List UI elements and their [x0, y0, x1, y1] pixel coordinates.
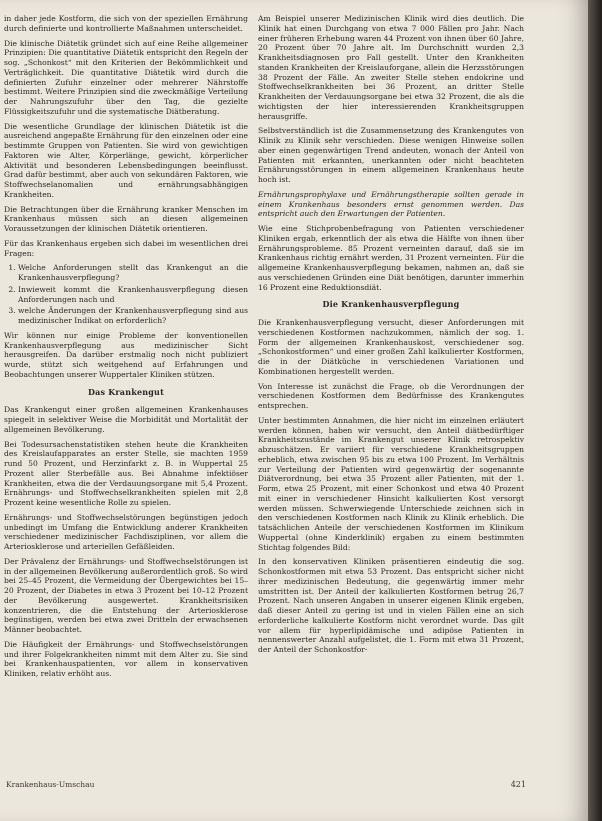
paragraph: Selbstverständlich ist die Zusammensetzung des Krankengutes von Klinik zu Klinik sehr verschieden. Diese wenigen Hinweise sollen aber einen gegenwärtigen Trend andeuten, wonach der Anteil von Patienten mit erkannten, unerkannten oder nicht beachteten Ernährungsstörungen in einem allgemeinen Krankenhaus heute hoch ist. [258, 126, 524, 184]
question-list [4, 263, 248, 326]
paragraph: Der Prävalenz der Ernährungs- und Stoffwechselstörungen ist in der allgemeinen Bevölkerung außerordentlich groß. So wird bei 25–45 Prozent, die Vermeidung der Übergewichtes bei 15–20 Prozent, der Diabetes in etwa 3 Prozent bei 10–12 Prozent der Bevölkerung ausgewertet. Krankheitsrisiken konzentrieren, die die Entstehung der Arteriosklerose begünstigen, werden bei etwa zwei Dritteln der erwachsenen Männer beobachtet. [4, 556, 248, 634]
paragraph: Ernährungs- und Stoffwechselstörungen begünstigen jedoch unbedingt im Umfang die Entwicklung anderer Krankheiten verschiedener medizinischer Fachdisziplinen, vor allem die Arteriosklerose und arteriellen Gefäßleiden. [4, 512, 248, 551]
paragraph: Unter bestimmten Annahmen, die hier nicht im einzelnen erläutert werden können, haben wir versucht, den Anteil diätbedürftiger Krankheitszustände im Krankengut unserer Klinik retrospektiv abzuschätzen. Er variiert für verschiedene Krankheitsgruppen erheblich, etwa zwischen 95 bis zu etwa 100 Prozent. Im Verhältnis zur Verteilung der Patienten wird gegenwärtig der sogenannte Diätverordnung, bei etwa 35 Prozent aller Patienten, mit der 1. Form, etwa 25 Prozent, mit einer Schonkost und etwa 40 Prozent mit einer in verschiedener Hinsicht kalkulierten Kost versorgt werden müssen. Schwerwiegende Unterschiede zeichnen sich in den verschiedenen Kostformen nach Klinik zu Klinik erheblich. Die tatsächlichen Anteile der verschiedenen Kostformen im Klinikum Wuppertal (ohne Kinderklinik) ergaben zu einem bestimmten Stichtag folgendes Bild: [258, 415, 524, 552]
right-text-column [258, 14, 524, 660]
section-heading: Die Krankenhausverpflegung [322, 299, 460, 310]
paragraph: Die Krankenhausverpflegung versucht, dieser Anforderungen mit verschiedenen Kostformen nachzukommen, nämlich der sog. 1. Form der allgemeinen Krankenhauskost, verschiedener sog. „Schonkostformen“ und einer großen Zahl kalkulierter Kostformen, die in der Diätküche in verschiedenen Variationen und Kombinationen hergestellt werden. [258, 318, 524, 376]
paragraph: Wie eine Stichprobenbefragung von Patienten verschiedener Kliniken ergab, erkenntlich der als etwa die Hälfte von ihnen über Ernährungsprobleme. 85 Prozent verneinten darauf, daß sie im Krankenhaus richtig ernährt werden, 31 Prozent verneinten. Für die allgemeine Krankenhausverpflegung bekamen, nahmen an, daß sie aus verschiedenen Gründen eine Diät benötigen, darunter immerhin 16 Prozent eine Reduktionsdiät. [258, 224, 524, 292]
italic-paragraph: Ernährungsprophylaxe und Ernährungstherapie sollten gerade in einem Krankenhaus besonders ernst genommen werden. Das entspricht auch den Erwartungen der Patienten. [258, 189, 524, 219]
book-binding-edge [588, 0, 602, 821]
list-item: 3. welche Änderungen der Krankenhausverpflegung sind aus medizinischer Indikat on erforderlich? [18, 306, 248, 326]
paragraph: Das Krankengut einer großen allgemeinen Krankenhauses spiegelt in selektiver Weise die Morbidität und Mortalität der allgemeinen Bevölkerung. [4, 405, 248, 434]
paragraph: Die wesentliche Grundlage der klinischen Diätetik ist die ausreichend angepaßte Ernährung für den einzelnen oder eine bestimmte Gruppen von Patienten. Sie wird von gewichtigen Faktoren wie Alter, Körperlänge, gewicht, körperlicher Aktivität und besonderen Lebensbedingungen beeinflusst. Grad dafür bestimmt, aber auch von sekundären Faktoren, wie Stoffwechselanomalien und ernährungsabhängigen Krankheiten. [4, 121, 248, 199]
paragraph: Am Beispiel unserer Medizinischen Klinik wird dies deutlich. Die Klinik hat einen Durchgang von etwa 7 000 Fällen pro Jahr. Nach einer früheren Erhebung waren 44 Prozent von ihnen über 60 Jahre, 20 Prozent über 70 Jahre alt. Im Durchschnitt wurden 2,3 Krankheitsdiagnosen pro Fall gestellt. Unter den Krankheiten standen Krankheiten der Kreislauforgane, allein die Herzsstörungen 38 Prozent der Fälle. An zweiter Stelle stehen endokrine und Stoffwechselkrankheiten bei 36 Prozent, an dritter Stelle Krankheiten der Verdauungsorgane bei etwa 32 Prozent, die als die wichtigsten der hier interessierenden Krankheitsgruppen herausgriffe. [258, 14, 524, 121]
paragraph: Von Interesse ist zunächst die Frage, ob die Verordnungen der verschiedenen Kostformen dem Bedürfnisse des Krankengutes entsprechen. [258, 381, 524, 410]
journal-name: Krankenhaus-Umschau [6, 780, 95, 789]
section-heading: Das Krankengut [88, 386, 164, 397]
paragraph: Die klinische Diätetik gründet sich auf eine Reihe allgemeiner Prinzipien: Die quantitative Diätetik entspricht den Regeln der sog. „Schonkost“ mit den Kriterien der Bekömmlichkeit und Verträglichkeit. Die quantitative Diätetik wird durch die definierten Zufuhr einzelner oder mehrerer Nährstoffe bestimmt. Weitere Prinzipien sind die zweckmäßige Verteilung der Nahrungszufuhr über den Tag, die gezielte Flüssigkeitszufuhr und die systematische Diätberatung. [4, 38, 248, 116]
paragraph: Wir können nur einige Probleme der konventionellen Krankenhausverpflegung aus medizinischer Sicht herausgreifen. Da darüber erstmalig noch nicht publiziert wurde, stützt sich weitgehend auf Erfahrungen und Beobachtungen unserer Wuppertaler Kliniken stützen. [4, 330, 248, 379]
list-item: 2. Inwieweit kommt die Krankenhausverpflegung diesen Anforderungen nach und [18, 285, 248, 305]
paragraph: Für das Krankenhaus ergeben sich dabei im wesentlichen drei Fragen: [4, 238, 248, 258]
paragraph: In den konservativen Kliniken präsentieren eindeutig die sog. Schonkostformen mit etwa 53 Prozent. Das entspricht sicher nicht ihrer medizinischen Bedeutung, die gegenwärtig immer mehr umstritten ist. Der Anteil der kalkulierten Kostformen betrug 26,7 Prozent. Nach unseren Angaben in unserer eigenen Klinik ergeben, daß dieser Anteil zu gering ist und in vielen Fällen eine an sich erforderliche kalkulierte Kostform nicht verordnet wurde. Das gilt vor allem für hyperlipidämische und adipöse Patienten in nennenswerter Anzahl aufgelistet, die 1. Form mit etwa 31 Prozent, der Anteil der Schonkostfor- [258, 557, 524, 654]
paragraph: Bei Todesursachenstatistiken stehen heute die Krankheiten des Kreislaufapparates an erster Stelle, sie machten 1959 rund 50 Prozent, und Herzinfarkt z. B. in Wuppertal 25 Prozent aller Sterbefälle aus. Bei Abnahme infektiöser Krankheiten, etwa die der Verdauungsorgane mit 5,4 Prozent. Ernährungs- und Stoffwechselkrankheiten spielen mit 2,8 Prozent keine wesentliche Rolle zu spielen. [4, 439, 248, 507]
left-text-column [4, 14, 248, 684]
paragraph: in daher jede Kostform, die sich von der speziellen Ernährung durch definierte und kontrollierte Maßnahmen unterscheidet. [4, 14, 248, 33]
list-item: 1. Welche Anforderungen stellt das Krankengut an die Krankenhausverpflegung? [18, 263, 248, 283]
paragraph: Die Häufigkeit der Ernährungs- und Stoffwechselstörungen und ihrer Folgekrankheiten nimmt mit dem Alter zu. Sie sind bei Krankenhauspatienten, vor allem in konservativen Kliniken, relativ erhöht aus. [4, 639, 248, 678]
paragraph: Die Betrachtungen über die Ernährung kranker Menschen im Krankenhaus müssen sich an diesen allgemeinen Voraussetzungen der klinischen Diätetik orientieren. [4, 204, 248, 233]
page-number: 421 [510, 780, 526, 789]
